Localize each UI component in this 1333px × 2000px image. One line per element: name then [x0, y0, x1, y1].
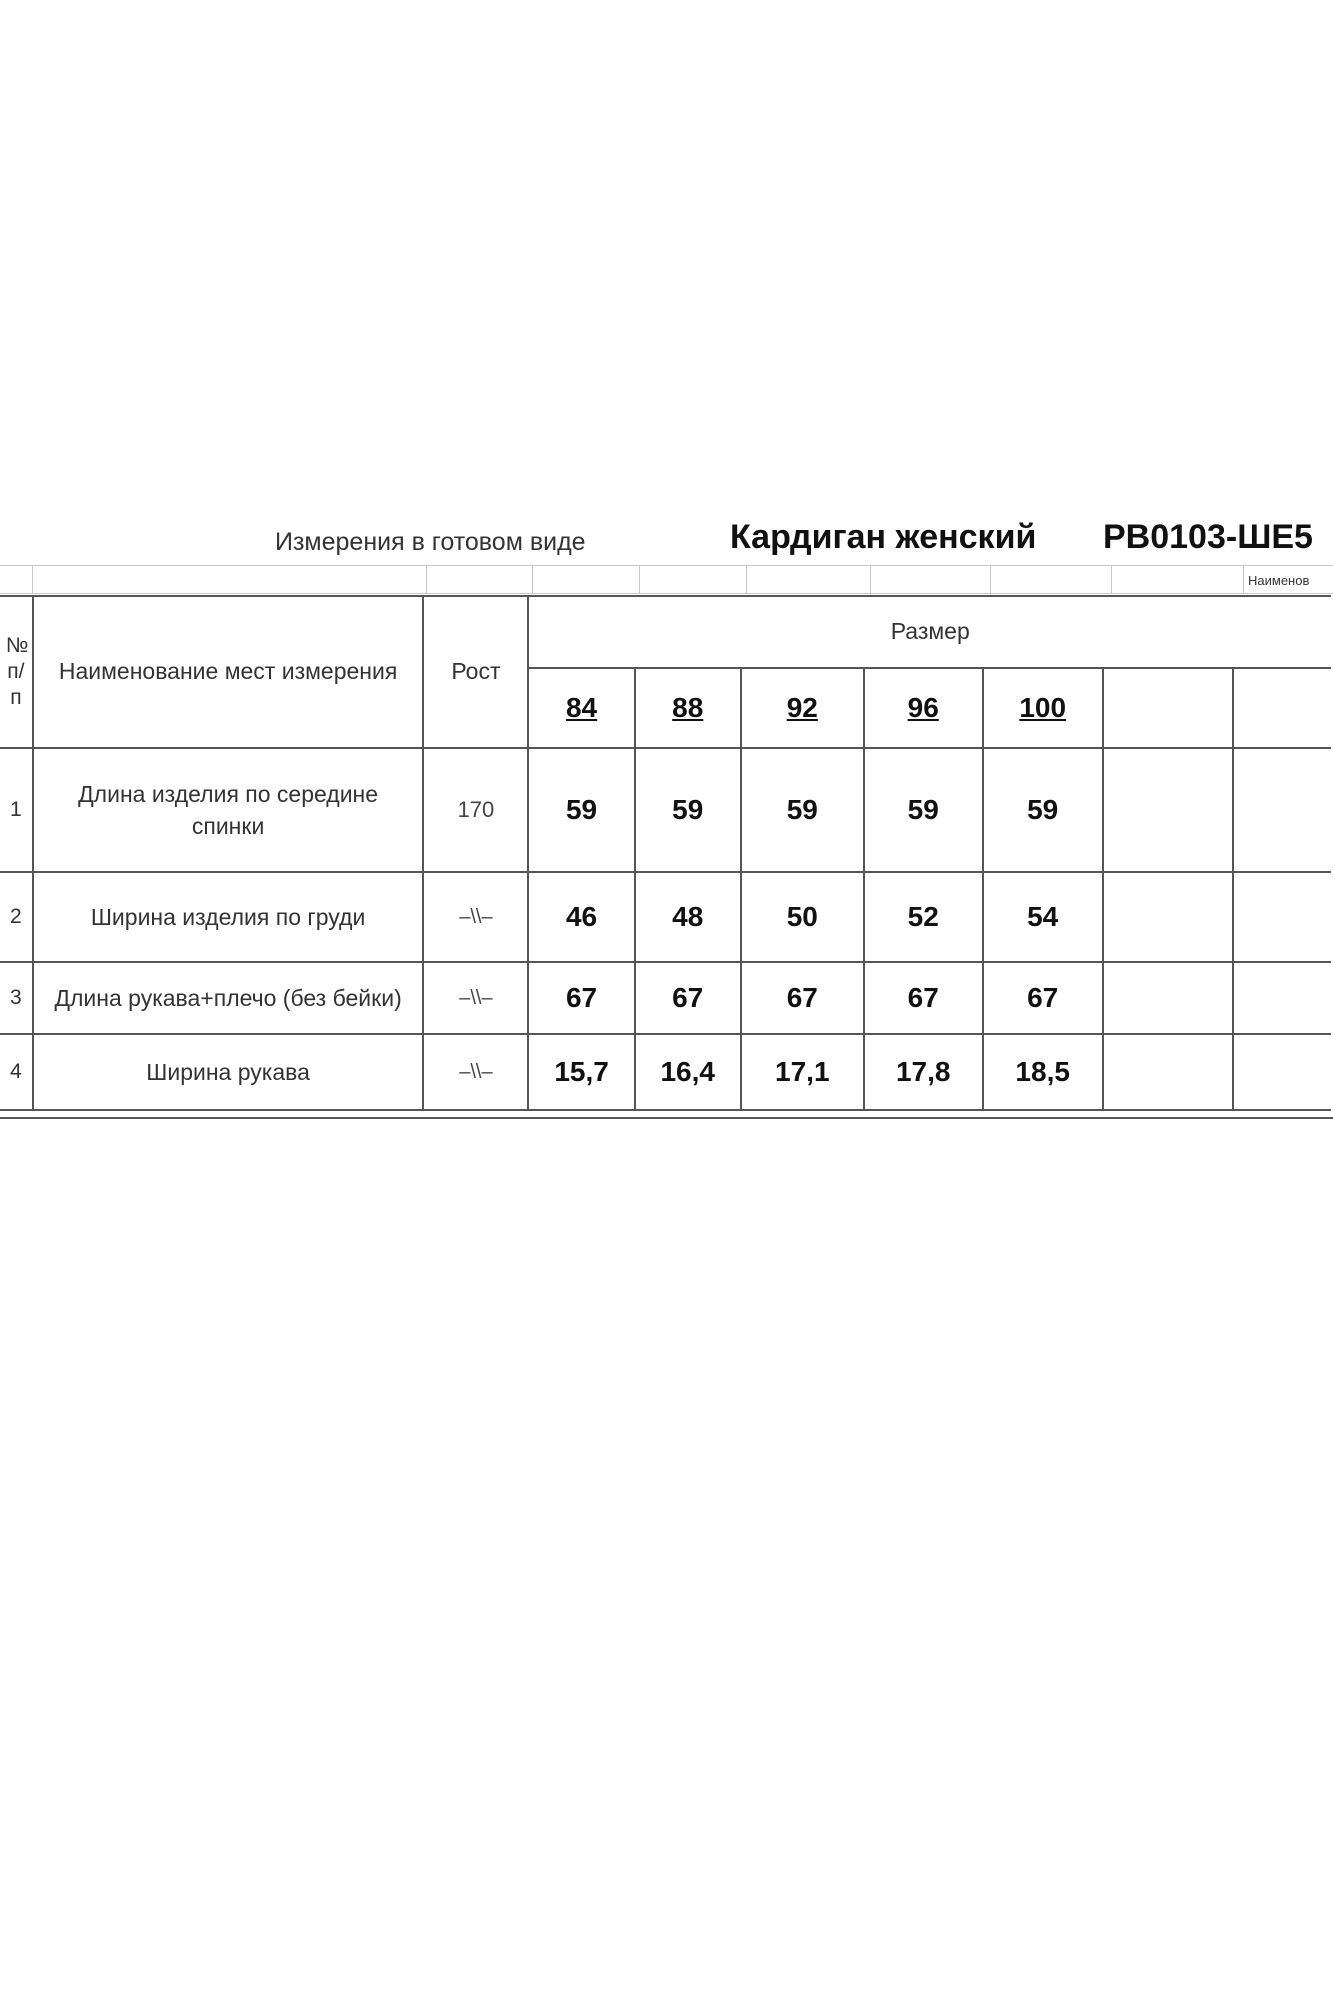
- value-cell: [741, 748, 864, 872]
- empty-cell: [1103, 872, 1233, 962]
- row-value: 67: [907, 982, 939, 1013]
- header-height-cell: [423, 596, 528, 748]
- row-measurement-name: Ширина рукава: [146, 1058, 310, 1085]
- row-number-cell: [0, 1034, 33, 1110]
- value-cell: [741, 1034, 864, 1110]
- value-cell: [864, 962, 983, 1034]
- row-name-cell: [33, 962, 424, 1034]
- row-value: 67: [1027, 982, 1059, 1013]
- value-cell: [635, 748, 741, 872]
- empty-cell: [1233, 748, 1331, 872]
- value-cell: [741, 872, 864, 962]
- row-measurement-name: Длина изделия по середине спинки: [78, 780, 379, 839]
- row-value: 67: [786, 982, 818, 1013]
- size-cell: [528, 668, 634, 748]
- size-96: 96: [907, 692, 939, 723]
- product-title: Кардиган женский: [730, 518, 1037, 556]
- row-number-cell: [0, 748, 33, 872]
- empty-cell: [1233, 1034, 1331, 1110]
- row-measurement-name: Длина рукава+плечо (без бейки): [54, 984, 402, 1011]
- header-height: Рост: [451, 658, 501, 685]
- row-value: 59: [565, 794, 598, 825]
- row-height-cell: [423, 872, 528, 962]
- header-size-group: Размер: [890, 618, 970, 645]
- value-cell: [528, 872, 634, 962]
- gridline-col: [990, 565, 991, 593]
- table-bottom-double-line: [0, 1117, 1333, 1119]
- row-value: 59: [672, 794, 704, 825]
- value-cell: [528, 1034, 634, 1110]
- row-height: 170: [457, 797, 495, 822]
- gridline-top: [0, 565, 1333, 566]
- header-number: № п/ п: [5, 633, 29, 710]
- size-cell: [864, 668, 983, 748]
- value-cell: [528, 962, 634, 1034]
- row-value: 46: [565, 901, 598, 932]
- row-value: 18,5: [1015, 1056, 1070, 1087]
- row-height: –\\–: [459, 1060, 493, 1083]
- row-value: 67: [565, 982, 598, 1013]
- row-name-cell: [33, 1034, 424, 1110]
- row-number: 4: [10, 1059, 22, 1083]
- value-cell: [983, 872, 1103, 962]
- row-name-cell: [33, 748, 424, 872]
- sheet-caption: Измерения в готовом виде: [275, 528, 586, 556]
- size-92: 92: [786, 692, 818, 723]
- row-number: 1: [10, 797, 22, 821]
- row-number-cell: [0, 872, 33, 962]
- row-value: 17,1: [775, 1056, 830, 1087]
- empty-cell: [1233, 872, 1331, 962]
- empty-size-cell: [1233, 668, 1331, 748]
- table-row: [0, 962, 1331, 1034]
- row-value: 59: [1027, 794, 1059, 825]
- empty-cell: [1103, 748, 1233, 872]
- empty-cell: [1103, 962, 1233, 1034]
- gridline-col: [746, 565, 747, 593]
- table-row: [0, 1034, 1331, 1110]
- empty-size-cell: [1103, 668, 1233, 748]
- value-cell: [741, 962, 864, 1034]
- gridline-bottom: [0, 593, 1333, 594]
- row-number: 2: [10, 904, 22, 928]
- gridline-col: [1243, 565, 1244, 593]
- gridline-col: [639, 565, 640, 593]
- row-name-cell: [33, 872, 424, 962]
- row-value: 16,4: [660, 1056, 715, 1087]
- gridline-col: [532, 565, 533, 593]
- header-number-cell: [0, 596, 33, 748]
- row-value: 17,8: [895, 1056, 951, 1087]
- value-cell: [983, 962, 1103, 1034]
- value-cell: [635, 872, 741, 962]
- size-100: 100: [1019, 692, 1067, 723]
- value-cell: [983, 1034, 1103, 1110]
- size-88: 88: [672, 692, 704, 723]
- value-cell: [864, 1034, 983, 1110]
- row-measurement-name: Ширина изделия по груди: [90, 903, 366, 930]
- header-name-cell: [33, 596, 424, 748]
- row-value: 59: [786, 794, 818, 825]
- header-row-1: [0, 596, 1331, 668]
- table-row: [0, 748, 1331, 872]
- row-value: 15,7: [554, 1056, 609, 1087]
- value-cell: [528, 748, 634, 872]
- size-cell: [741, 668, 864, 748]
- row-value: 50: [786, 901, 818, 932]
- value-cell: [864, 872, 983, 962]
- size-84: 84: [565, 692, 598, 723]
- row-height: –\\–: [459, 986, 493, 1009]
- table-row: [0, 872, 1331, 962]
- article-code: РВ0103-ШЕ5: [1103, 518, 1313, 556]
- measurement-table: [0, 595, 1331, 1111]
- row-value: 59: [907, 794, 939, 825]
- row-height-cell: [423, 962, 528, 1034]
- size-cell: [635, 668, 741, 748]
- value-cell: [864, 748, 983, 872]
- row-height-cell: [423, 1034, 528, 1110]
- row-value: 52: [907, 901, 939, 932]
- row-height: –\\–: [459, 905, 493, 928]
- row-height-cell: [423, 748, 528, 872]
- value-cell: [635, 1034, 741, 1110]
- header-measurement-name: Наименование мест измерения: [58, 658, 398, 685]
- value-cell: [983, 748, 1103, 872]
- gridline-col: [870, 565, 871, 593]
- value-cell: [635, 962, 741, 1034]
- row-number-cell: [0, 962, 33, 1034]
- header-size-group-cell: [528, 596, 1331, 668]
- overflow-header-text: Наименов: [1248, 573, 1310, 588]
- empty-cell: [1103, 1034, 1233, 1110]
- row-value: 48: [672, 901, 704, 932]
- row-value: 54: [1027, 901, 1059, 932]
- gridline-col: [1111, 565, 1112, 593]
- empty-cell: [1233, 962, 1331, 1034]
- row-value: 67: [672, 982, 704, 1013]
- size-cell: [983, 668, 1103, 748]
- gridline-col: [426, 565, 427, 593]
- gridline-col: [32, 565, 33, 593]
- row-number: 3: [10, 985, 22, 1009]
